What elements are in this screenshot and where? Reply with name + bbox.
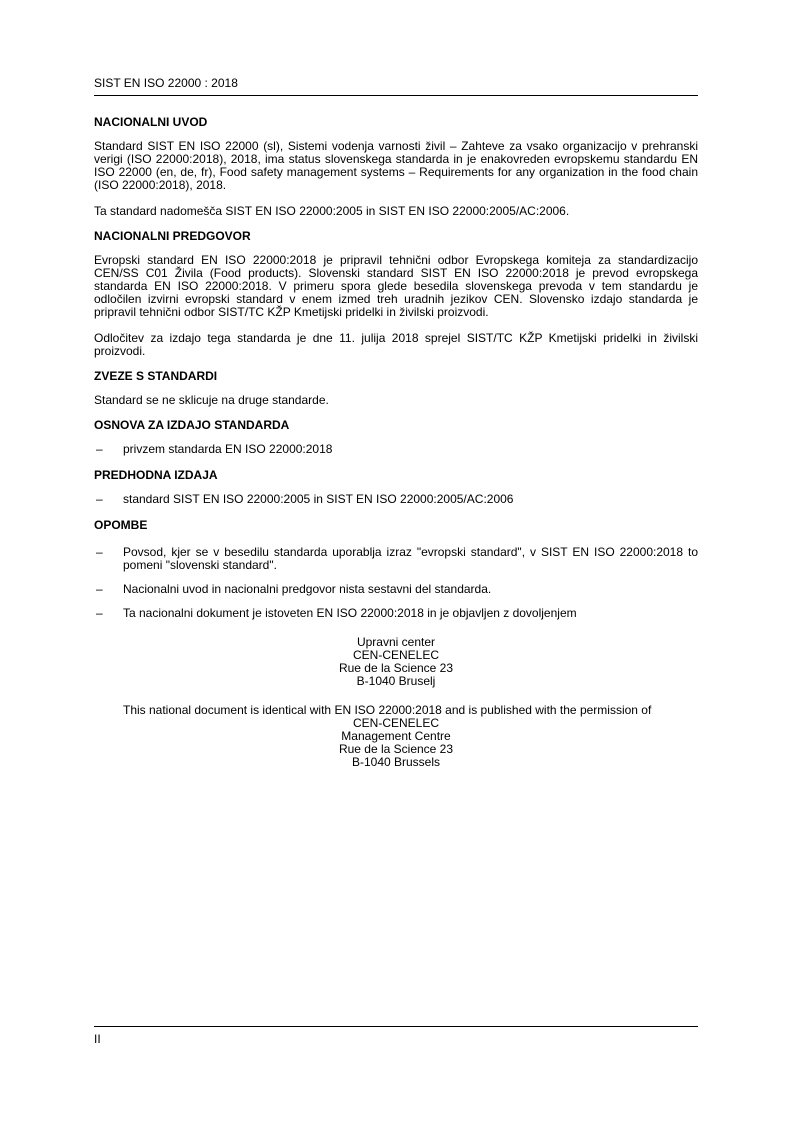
page-number: II [94,1032,101,1046]
section-nacionalni-uvod [94,115,698,218]
address-line: CEN-CENELEC [352,716,439,730]
section-heading: NACIONALNI PREDGOVOR [94,229,251,243]
section-heading: ZVEZE S STANDARDI [94,369,218,383]
paragraph: Evropski standard EN ISO 22000:2018 je pripravil tehnični odbor Evropskega komiteja za standardizacijo CEN/SS C01 Živila (Food products). Slovenski standard SIST EN ISO 22000:2018 je prevod evropskega standarda EN ISO 22000:2018. V primeru spora glede besedila slovenskega prevoda v tem standardu je odločilen izvirni evropski standard v enem izmed treh uradnih jezikov CEN. Slovensko izdajo standarda je pripravil tehnični odbor SIST/TC KŽP Kmetijski pridelki in živilski proizvodi. [94,253,698,319]
section-opombe [94,518,698,769]
section-osnova [94,418,698,456]
section-heading: OPOMBE [94,518,148,532]
paragraph: Standard se ne sklicuje na druge standarde. [94,393,329,407]
paragraph: Standard SIST EN ISO 22000 (sl), Sistemi vodenja varnosti živil – Zahteve za vsako organizacijo v prehranski verigi (ISO 22000:2018), 2018, ima status slovenskega standarda in je enakovreden evropskemu standardu EN ISO 22000 (en, de, fr), Food safety management systems – Requirements for any organization in the food chain (ISO 22000:2018), 2018. [94,139,698,192]
list-item: – standard SIST EN ISO 22000:2005 in SIST EN ISO 22000:2005/AC:2006 [94,493,698,506]
dash-list [94,546,698,620]
english-note: This national document is identical with EN ISO 22000:2018 and is published with the permission of [123,703,652,717]
dash-list [94,443,698,456]
list-item: – Nacionalni uvod in nacionalni predgovor nista sestavni del standarda. [94,583,698,596]
dash-list [94,493,698,506]
list-item: – Povsod, kjer se v besedilu standarda uporablja izraz "evropski standard", v SIST EN ISO 22000:2018 to pomeni "slovenski standard". [94,546,698,572]
address-line: Management Centre [341,729,451,743]
footer-rule [94,1026,698,1027]
address-line: Upravni center [356,635,436,649]
section-nacionalni-predgovor [94,229,698,358]
address-line: Rue de la Science 23 [338,661,454,675]
section-heading: NACIONALNI UVOD [94,115,208,129]
running-header: SIST EN ISO 22000 : 2018 [94,76,238,90]
section-zveze-s-standardi [94,369,698,407]
document-body [94,115,698,769]
address-sl [94,636,698,688]
section-predhodna-izdaja [94,468,698,506]
list-item: – Ta nacionalni dokument je istoveten EN ISO 22000:2018 in je objavljen z dovoljenjem [94,607,698,620]
paragraph: Odločitev za izdajo tega standarda je dne 11. julija 2018 sprejel SIST/TC KŽP Kmetijski pridelki in živilski proizvodi. [94,331,698,358]
section-heading: PREDHODNA IZDAJA [94,468,218,482]
address-line: B-1040 Bruselj [356,674,436,688]
section-heading: OSNOVA ZA IZDAJO STANDARDA [94,418,290,432]
address-line: Rue de la Science 23 [338,742,454,756]
header-rule [94,95,698,96]
address-line: CEN-CENELEC [352,648,439,662]
paragraph: Ta standard nadomešča SIST EN ISO 22000:2005 in SIST EN ISO 22000:2005/AC:2006. [94,204,570,218]
address-line: B-1040 Brussels [351,755,441,769]
list-item: – privzem standarda EN ISO 22000:2018 [94,443,698,456]
address-en [94,717,698,769]
